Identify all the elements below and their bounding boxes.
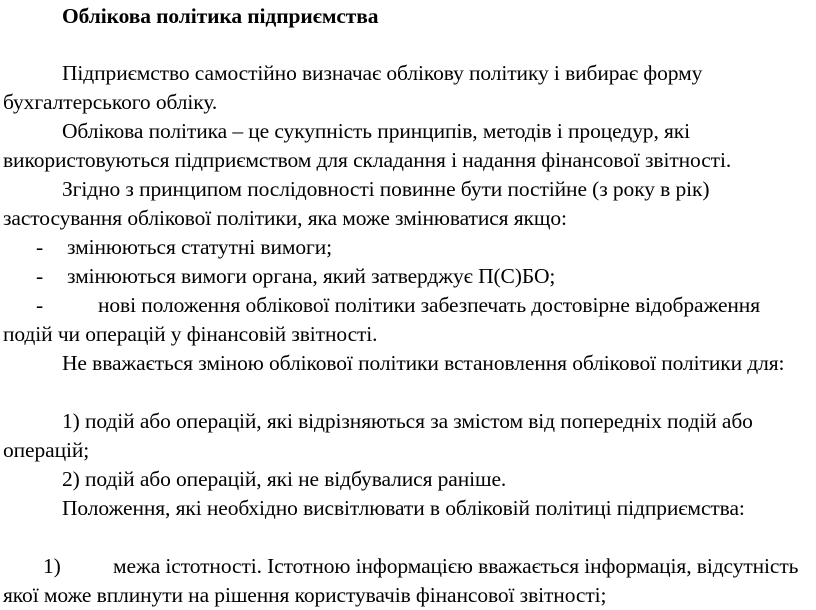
list-item-text: межа істотності. Істотною інформацією вважається інформація, відсутність якої може вплинути на рішення користувачів фінансової звітності; <box>3 554 799 607</box>
list-item-text: змінюються статутні вимоги; <box>67 235 333 259</box>
list-item-text: змінюються вимоги органа, який затверджує П(С)БО; <box>67 264 556 288</box>
list-marker: - <box>36 293 44 317</box>
paragraph-accounting-choice: Підприємство самостійно визначає облікову політику і вибирає форму бухгалтерського обліку. <box>3 61 703 114</box>
paragraph-policy-definition: Облікова політика – це сукупність принципів, методів і процедур, які використовуються підприємством для складання і надання фінансової звітності. <box>3 119 732 172</box>
paragraph-not-change-intro: Не вважається зміною облікової політики встановлення облікової політики для: <box>62 351 785 375</box>
list-item-text: нові положення облікової політики забезпечать достовірне відображення подій чи операцій у фінансовій звітності. <box>3 293 760 346</box>
list-item <box>3 233 813 262</box>
document-title: Облікова політика підприємства <box>62 4 379 28</box>
list-marker: - <box>36 235 44 259</box>
list-item <box>3 291 813 349</box>
paragraph-consistency-principle: Згідно з принципом послідовності повинне бути постійне (з року в рік) застосування облікової політики, яка може змінюватися якщо: <box>3 177 710 230</box>
not-change-item-1: 1) подій або операцій, які відрізняються за змістом від попередніх подій або операцій; <box>3 409 753 462</box>
list-item <box>3 552 813 610</box>
list-marker: - <box>36 264 44 288</box>
paragraph-provisions-intro: Положення, які необхідно висвітлювати в обліковій політиці підприємства: <box>62 496 745 520</box>
not-change-item-2: 2) подій або операцій, які не відбувалися раніше. <box>62 467 507 491</box>
list-item <box>3 262 813 291</box>
list-marker: 1) <box>43 554 61 578</box>
